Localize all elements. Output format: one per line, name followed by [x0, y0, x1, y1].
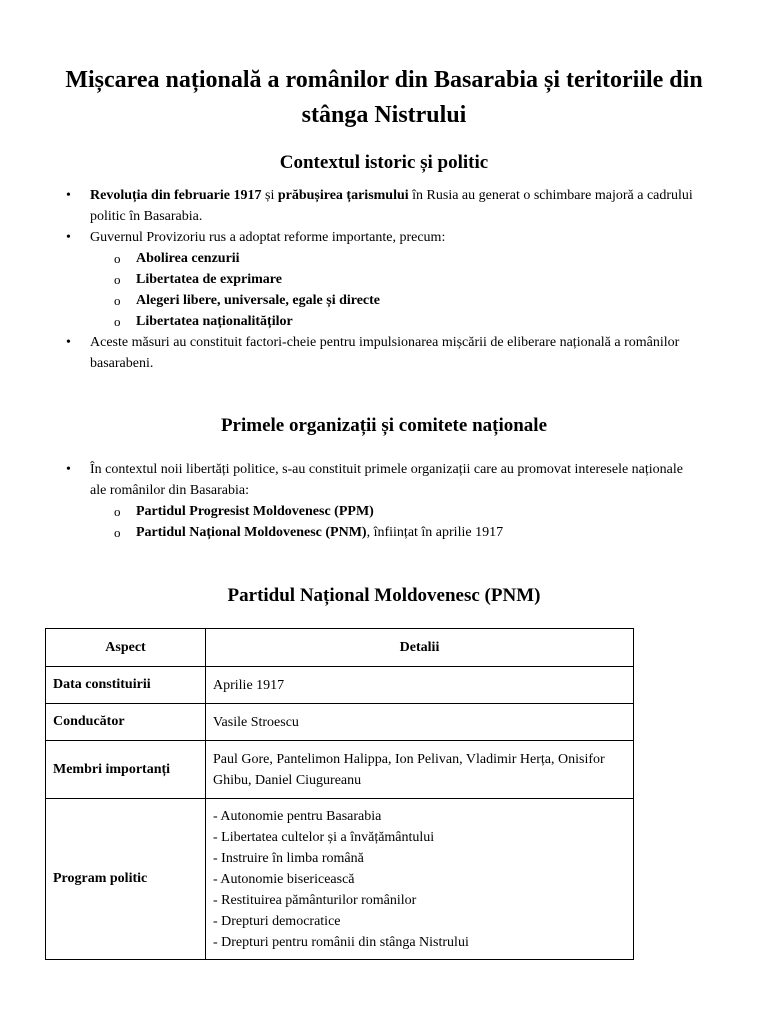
sublist-item: o Alegeri libere, universale, egale și directe: [90, 290, 700, 311]
section-heading-pnm: Partidul Național Moldovenesc (PNM): [227, 585, 541, 606]
detail-cell: [206, 799, 634, 960]
sublist-item: o Partidul Național Moldovenesc (PNM), înființat în aprilie 1917: [90, 522, 700, 543]
sublist-item: o Libertatea de exprimare: [90, 269, 700, 290]
sublist-item: o Abolirea cenzurii: [90, 248, 700, 269]
table-row: [46, 667, 634, 704]
bold-text: prăbușirea țarismului: [277, 188, 409, 203]
section-heading-organizations: Primele organizații și comitete naționale: [220, 415, 548, 436]
detail-cell: Vasile Stroescu: [206, 704, 634, 741]
program-line: - Restituirea pământurilor românilor: [213, 892, 417, 908]
program-line: - Libertatea cultelor și a învățământului: [213, 829, 435, 845]
detail-cell: Aprilie 1917: [206, 667, 634, 704]
list-item: • Guvernul Provizoriu rus a adoptat reforme importante, precum: o Abolirea cenzurii o Libertatea de exprimare o Alegeri libere, universale, egale și directe o Libertatea naționalităților: [0, 227, 700, 332]
section-heading-context: Contextul istoric și politic: [279, 152, 489, 173]
list-item: • Aceste măsuri au constituit factori-cheie pentru impulsionarea mișcării de eliberare națională a românilor basarabeni.: [0, 332, 700, 374]
table-row: [46, 741, 634, 799]
sublist-item: o Libertatea naționalităților: [90, 311, 700, 332]
aspect-cell: Membri importanți: [46, 741, 206, 799]
table-header-row: [46, 629, 634, 667]
reforms-sublist: [90, 248, 700, 332]
list-item: • Revoluția din februarie 1917 și prăbușirea țarismului în Rusia au generat o schimbare majoră a cadrului politic în Basarabia.: [0, 185, 700, 227]
column-header: Detalii: [206, 629, 634, 667]
program-line: - Autonomie bisericească: [213, 871, 355, 887]
aspect-cell: Conducător: [46, 704, 206, 741]
organizations-list: [0, 459, 700, 543]
bold-text: Revoluția din februarie 1917: [90, 188, 262, 203]
organizations-sublist: [90, 501, 700, 543]
detail-cell: Paul Gore, Pantelimon Halippa, Ion Pelivan, Vladimir Herța, Onisifor Ghibu, Daniel Ciugureanu: [206, 741, 634, 799]
aspect-cell: Program politic: [46, 799, 206, 960]
program-line: - Drepturi pentru românii din stânga Nistrului: [213, 934, 469, 950]
table-row: [46, 704, 634, 741]
program-line: - Instruire în limba română: [213, 850, 364, 866]
table-row: [46, 799, 634, 960]
aspect-cell: Data constituirii: [46, 667, 206, 704]
page-title: Mișcarea națională a românilor din Basarabia și teritoriile din stânga Nistrului: [65, 67, 703, 128]
pnm-table: [45, 628, 634, 960]
list-item: • În contextul noii libertăți politice, s-au constituit primele organizații care au promovat interesele naționale ale românilor din Basarabia: o Partidul Progresist Moldovenesc (PPM) o Partidul Național Moldovenesc (PNM), înființat în aprilie 1917: [0, 459, 700, 543]
context-list: [0, 185, 700, 374]
program-line: - Drepturi democratice: [213, 913, 341, 929]
program-line: - Autonomie pentru Basarabia: [213, 808, 382, 824]
sublist-item: o Partidul Progresist Moldovenesc (PPM): [90, 501, 700, 522]
column-header: Aspect: [46, 629, 206, 667]
